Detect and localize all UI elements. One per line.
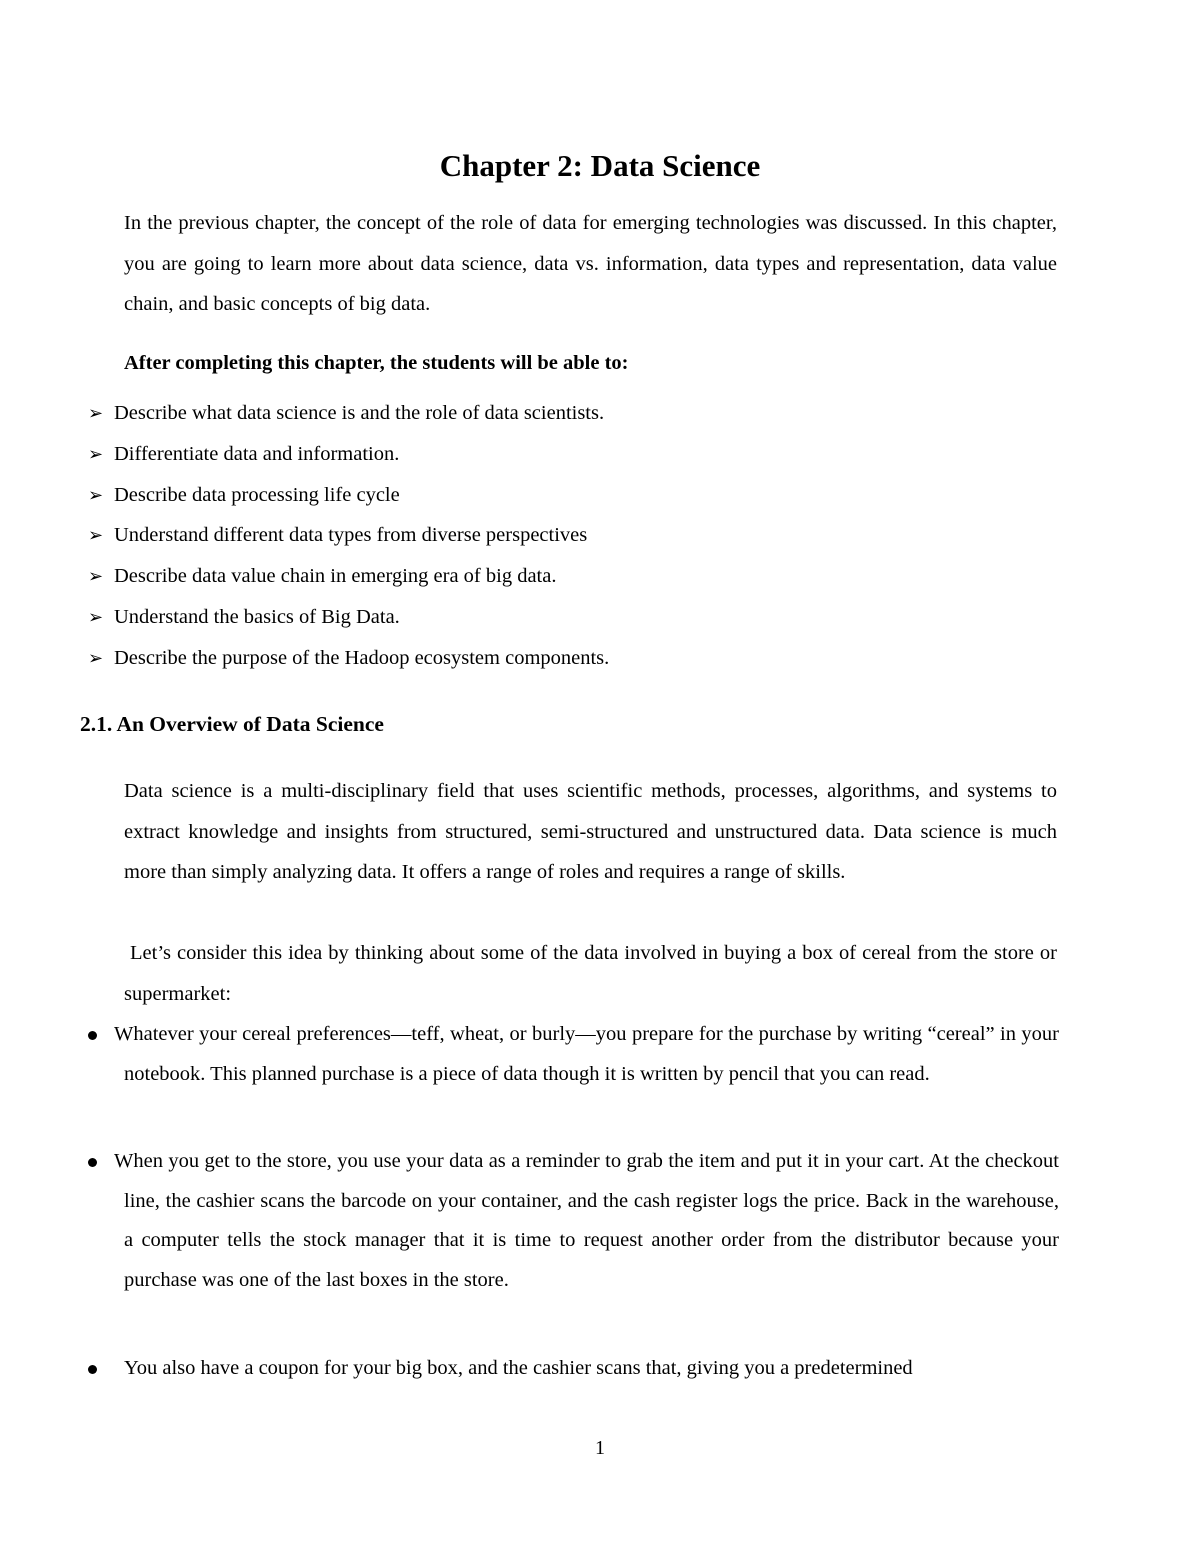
- bullet-text: Whatever your cereal preferences—teff, wheat, or burly—you prepare for the purchase by writing “cereal” in your notebook. This planned purchase is a piece of data though it is written by pencil that you can read.: [114, 1023, 1059, 1085]
- list-item: ➢ Understand different data types from diverse perspectives: [88, 515, 609, 556]
- arrow-bullet-icon: ➢: [88, 484, 104, 505]
- bullet-text: You also have a coupon for your big box, and the cashier scans that, giving you a predetermined: [124, 1357, 913, 1379]
- arrow-bullet-icon: ➢: [88, 525, 104, 546]
- list-item: ➢ Differentiate data and information.: [88, 434, 609, 475]
- bullet-dot-icon: [88, 1365, 97, 1374]
- bullet-item: [84, 1349, 1059, 1389]
- objectives-heading: After completing this chapter, the students will be able to:: [124, 352, 629, 374]
- section-heading: 2.1. An Overview of Data Science: [80, 712, 384, 736]
- intro-paragraph: In the previous chapter, the concept of the role of data for emerging technologies was discussed. In this chapter, you are going to learn more about data science, data vs. information, data types and representation, data value chain, and basic concepts of big data.: [124, 212, 1057, 315]
- overview-paragraph: Data science is a multi-disciplinary field that uses scientific methods, processes, algorithms, and systems to extract knowledge and insights from structured, semi-structured and unstructured data. Data science is much more than simply analyzing data. It offers a range of roles and requires a range of skills.: [124, 780, 1057, 883]
- bullet-text: When you get to the store, you use your data as a reminder to grab the item and put it in your cart. At the checkout line, the cashier scans the barcode on your container, and the cash register logs the price. Back in the warehouse, a computer tells the stock manager that it is time to request another order from the distributor because your purchase was one of the last boxes in the store.: [114, 1150, 1059, 1291]
- bullet-dot-icon: [88, 1031, 97, 1040]
- arrow-bullet-icon: ➢: [88, 443, 104, 464]
- list-item: ➢ Describe the purpose of the Hadoop ecosystem components.: [88, 638, 609, 679]
- chapter-title: Chapter 2: Data Science: [439, 148, 761, 183]
- arrow-bullet-icon: ➢: [88, 566, 104, 587]
- list-item: ➢ Describe data processing life cycle: [88, 475, 609, 516]
- objectives-list: [88, 393, 609, 679]
- arrow-bullet-icon: ➢: [88, 606, 104, 627]
- page-number: 1: [595, 1437, 605, 1459]
- lead-in-paragraph: Let’s consider this idea by thinking about some of the data involved in buying a box of cereal from the store or supermarket:: [124, 942, 1057, 1005]
- bullet-dot-icon: [88, 1158, 97, 1167]
- list-item: ➢ Describe data value chain in emerging era of big data.: [88, 556, 609, 597]
- list-item: ➢ Understand the basics of Big Data.: [88, 597, 609, 638]
- bullet-item: [84, 1142, 1059, 1300]
- list-item: ➢ Describe what data science is and the role of data scientists.: [88, 393, 609, 434]
- arrow-bullet-icon: ➢: [88, 647, 104, 668]
- arrow-bullet-icon: ➢: [88, 403, 104, 423]
- bullet-item: [84, 1015, 1059, 1094]
